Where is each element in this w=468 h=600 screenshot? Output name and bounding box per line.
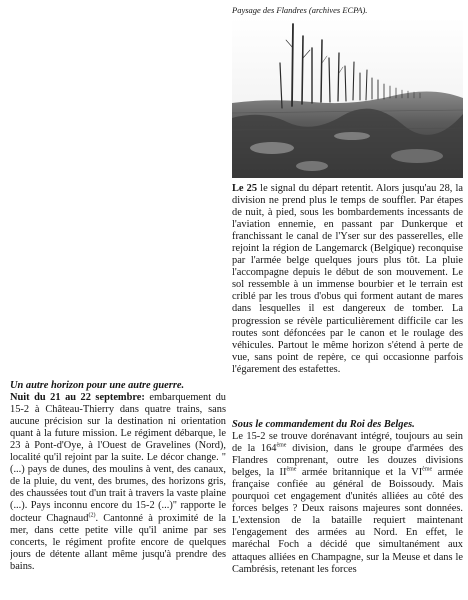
date-lead: Nuit du 21 au 22 septembre: [10, 392, 145, 404]
paragraph-text: embarquement du 15-2 à Château-Thierry dans quatre trains, sans aucune précision sur la destination ni orientation quant à la future mission. Le régiment débarque, le 23 à Pont-d'Oye, à l'Ouest de Gravelines (Nord), localité qu'il rejoint par la suite. Le décor change. "(...) pays de dunes, des moulins à vent, des canaux, de la pluie, du vent, des brumes, des horizons gris, des chaussées tout d'un trait à travers la vaste plaine (...). Pays inconnu encore du 15-2 (...)" rapporte le docteur Chagnaud [10, 392, 226, 524]
section-heading: Un autre horizon pour une autre guerre. [10, 380, 185, 391]
footnote-ref: (2) [88, 512, 96, 519]
paragraph-text: armée britannique et la VI [296, 467, 423, 479]
right-column-bottom [232, 419, 463, 597]
ordinal-suffix: ème [286, 466, 297, 473]
date-lead: Le 25 [232, 183, 258, 194]
paragraph-departure [232, 183, 463, 376]
paragraph-text: . Cantonné à proximité de la mer, dans cette petite ville qu'il anime par ses concerts, le régiment profite encore de quelques jours de détente allant même jusqu'à prendre des bains. [10, 512, 226, 572]
left-column [10, 380, 226, 596]
paragraph-text: Le 15-2 se trouve dorénavant intégré, toujours au sein de la 164 [232, 431, 463, 455]
ordinal-suffix: ème [422, 466, 433, 473]
right-column-top [232, 183, 463, 399]
paragraph-text: armée française confiée au général de Boissoudy. Mais pourquoi cet engagement d'unités alliées au côté des forces belges ? Deux raisons majeures sont données. L'extension de la bataille requiert maintenant l'engagement des armées au Nord. En effet, le maréchal Foch a décidé que simultanément aux attaques alliées en Champagne, sur la Meuse et dans le Cambrésis, retenant les forces [232, 467, 463, 575]
flanders-landscape-photo [232, 18, 463, 178]
paragraph-embarkation [10, 392, 226, 573]
ordinal-suffix: ème [276, 442, 287, 449]
paragraph-text: division, dans le groupe d'armées des Flandres comprenant, outre les douzes divisions belges, la II [232, 443, 463, 479]
photo-caption: Paysage des Flandres (archives ECPA). [232, 5, 368, 15]
section-heading: Sous le commandement du Roi des Belges. [232, 419, 415, 430]
paragraph-command [232, 431, 463, 576]
paragraph-text: le signal du départ retentit. Alors jusqu'au 28, la division ne prend plus le temps de souffler. Par étapes de nuit, à pied, sous les bombardements incessants de l'aviation ennemie, en passant par Dunkerque et franchissant le canal de l'Yser sur des passerelles, elle rejoint la région de Langemarck (Belgique) reconquise par l'armée belge quelques jours plus tôt. La pluie l'accompagne depuis le début de son mouvement. Le sol ressemble à un immense bourbier et le terrain est criblé par les trous d'obus qui forment autant de mares dans lesquelles il est dangereux de tomber. La progression se révèle particulièrement difficile car les routes sont défoncées par le canon et le roulage des véhicules. Partout le même horizon s'étend à perte de vue, sans point de repère, ce qui occasionne parfois l'égarement des estafettes. [232, 183, 463, 375]
